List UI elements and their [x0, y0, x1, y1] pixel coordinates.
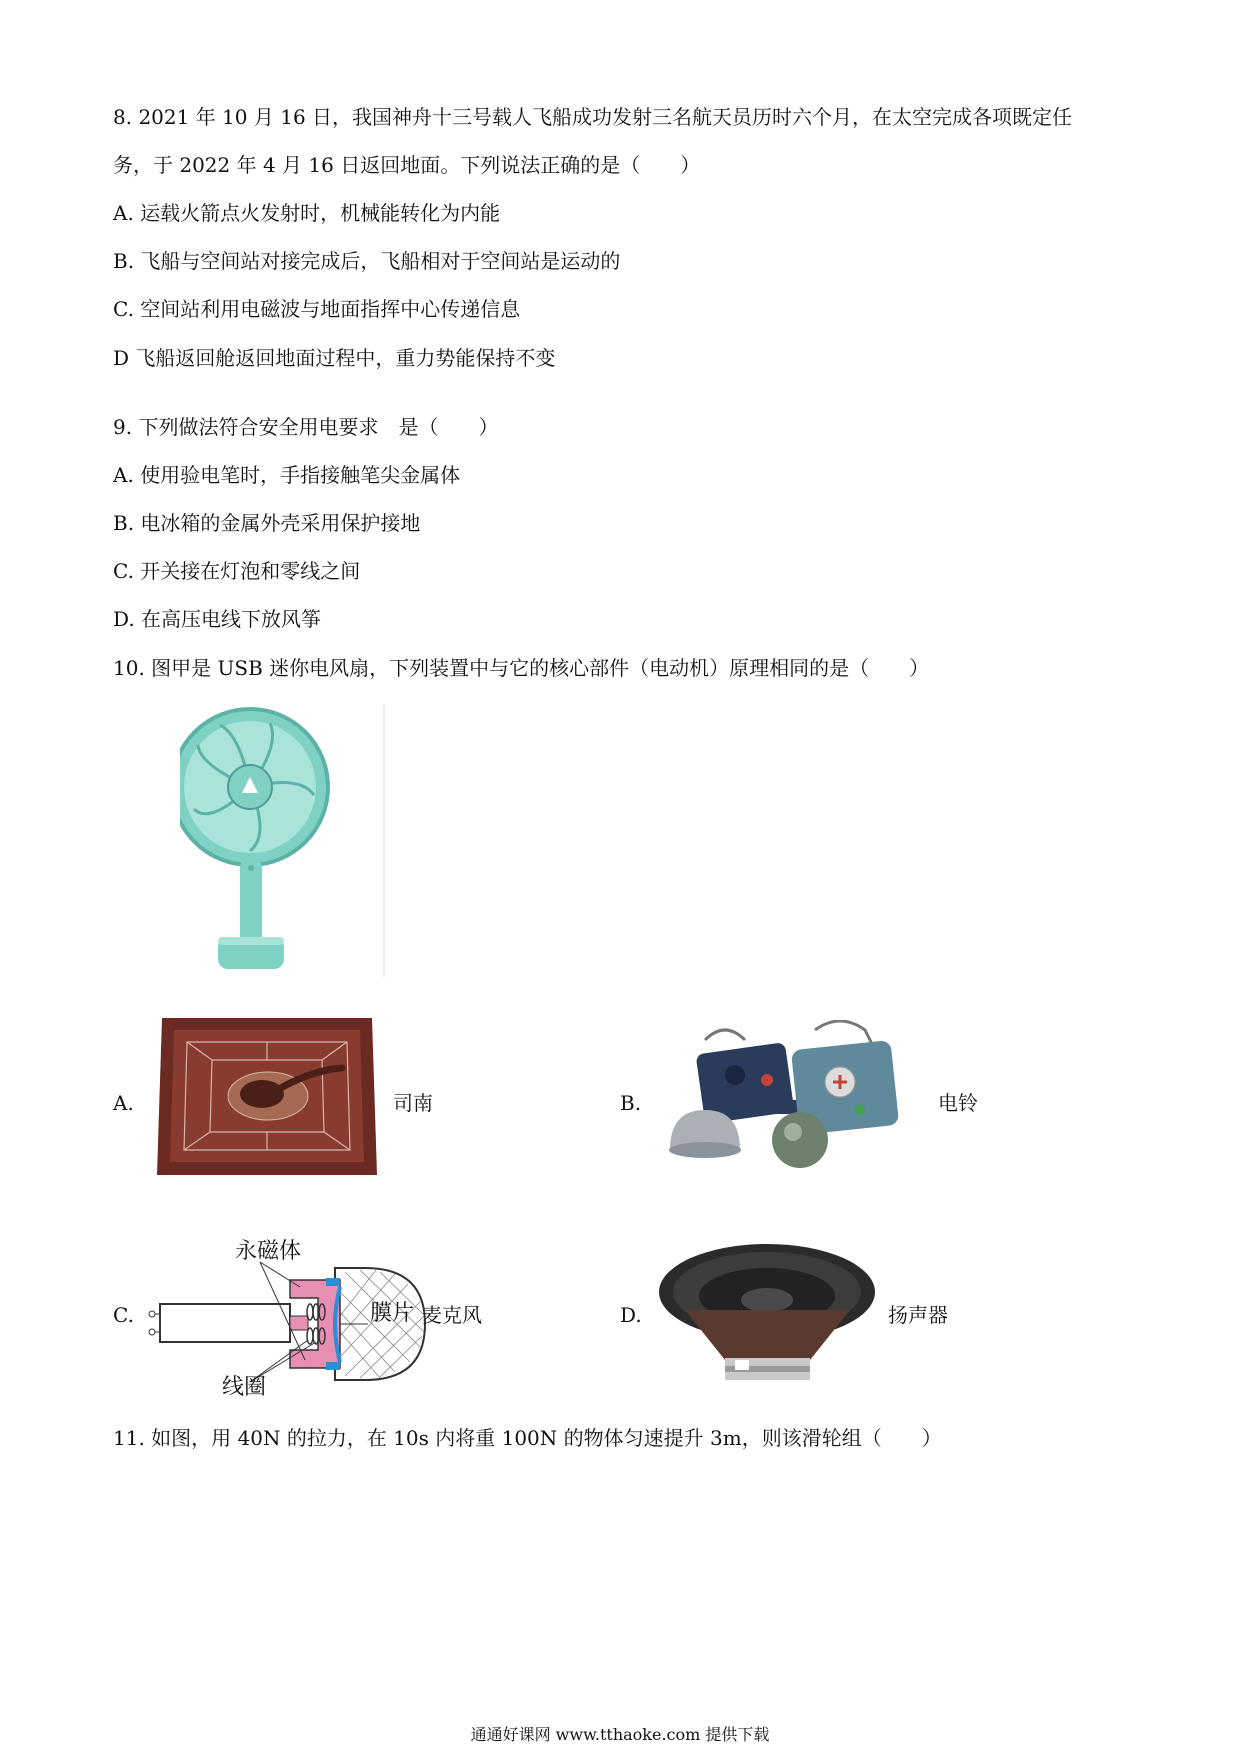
q9-option-b: B. 电冰箱的金属外壳采用保护接地 — [113, 511, 421, 535]
microphone-diagram — [140, 1232, 440, 1412]
mic-label-diaphragm: 膜片 — [370, 1301, 415, 1326]
q10-option-d-letter: D. — [620, 1303, 642, 1327]
q8-option-b: B. 飞船与空间站对接完成后，飞船相对于空间站是运动的 — [113, 249, 621, 273]
q10-option-d-caption: 扬声器 — [888, 1303, 948, 1327]
q10-option-c-caption: 麦克风 — [422, 1303, 482, 1327]
q10-option-b-letter: B. — [620, 1091, 642, 1115]
q10-stem: 10. 图甲是 USB 迷你电风扇，下列装置中与它的核心部件（电动机）原理相同的是（ ） — [113, 656, 930, 680]
q9-option-a: A. 使用验电笔时，手指接触笔尖金属体 — [113, 463, 461, 487]
q8-stem-line1: 8. 2021 年 10 月 16 日，我国神舟十三号载人飞船成功发射三名航天员历时六个月，在太空完成各项既定任 — [113, 105, 1073, 129]
loudspeaker-image — [655, 1240, 880, 1395]
q11-stem: 11. 如图，用 40N 的拉力，在 10s 内将重 100N 的物体匀速提升 3m，则该滑轮组（ ） — [113, 1426, 942, 1450]
mic-label-coil: 线圈 — [222, 1375, 267, 1400]
q10-option-a-letter: A. — [113, 1091, 134, 1115]
q10-option-c-letter: C. — [113, 1303, 134, 1327]
q10-option-a-caption: 司南 — [393, 1091, 433, 1115]
usb-fan-image — [180, 705, 400, 977]
q10-option-b-caption: 电铃 — [938, 1091, 978, 1115]
q9-stem: 9. 下列做法符合安全用电要求 是（ ） — [113, 415, 499, 439]
mic-label-magnet: 永磁体 — [235, 1239, 302, 1264]
q8-option-c: C. 空间站利用电磁波与地面指挥中心传递信息 — [113, 297, 521, 321]
q8-option-d: D 飞船返回舱返回地面过程中，重力势能保持不变 — [113, 346, 556, 370]
q8-option-a: A. 运载火箭点火发射时，机械能转化为内能 — [113, 201, 501, 225]
sinan-image — [152, 1010, 382, 1180]
q8-stem-line2: 务，于 2022 年 4 月 16 日返回地面。下列说法正确的是（ ） — [113, 153, 701, 177]
q9-option-d: D. 在高压电线下放风筝 — [113, 607, 322, 631]
q9-option-c: C. 开关接在灯泡和零线之间 — [113, 559, 361, 583]
page-footer: 通通好课网 www.tthaoke.com 提供下载 — [470, 1725, 770, 1744]
electric-bell-image — [665, 1020, 925, 1185]
